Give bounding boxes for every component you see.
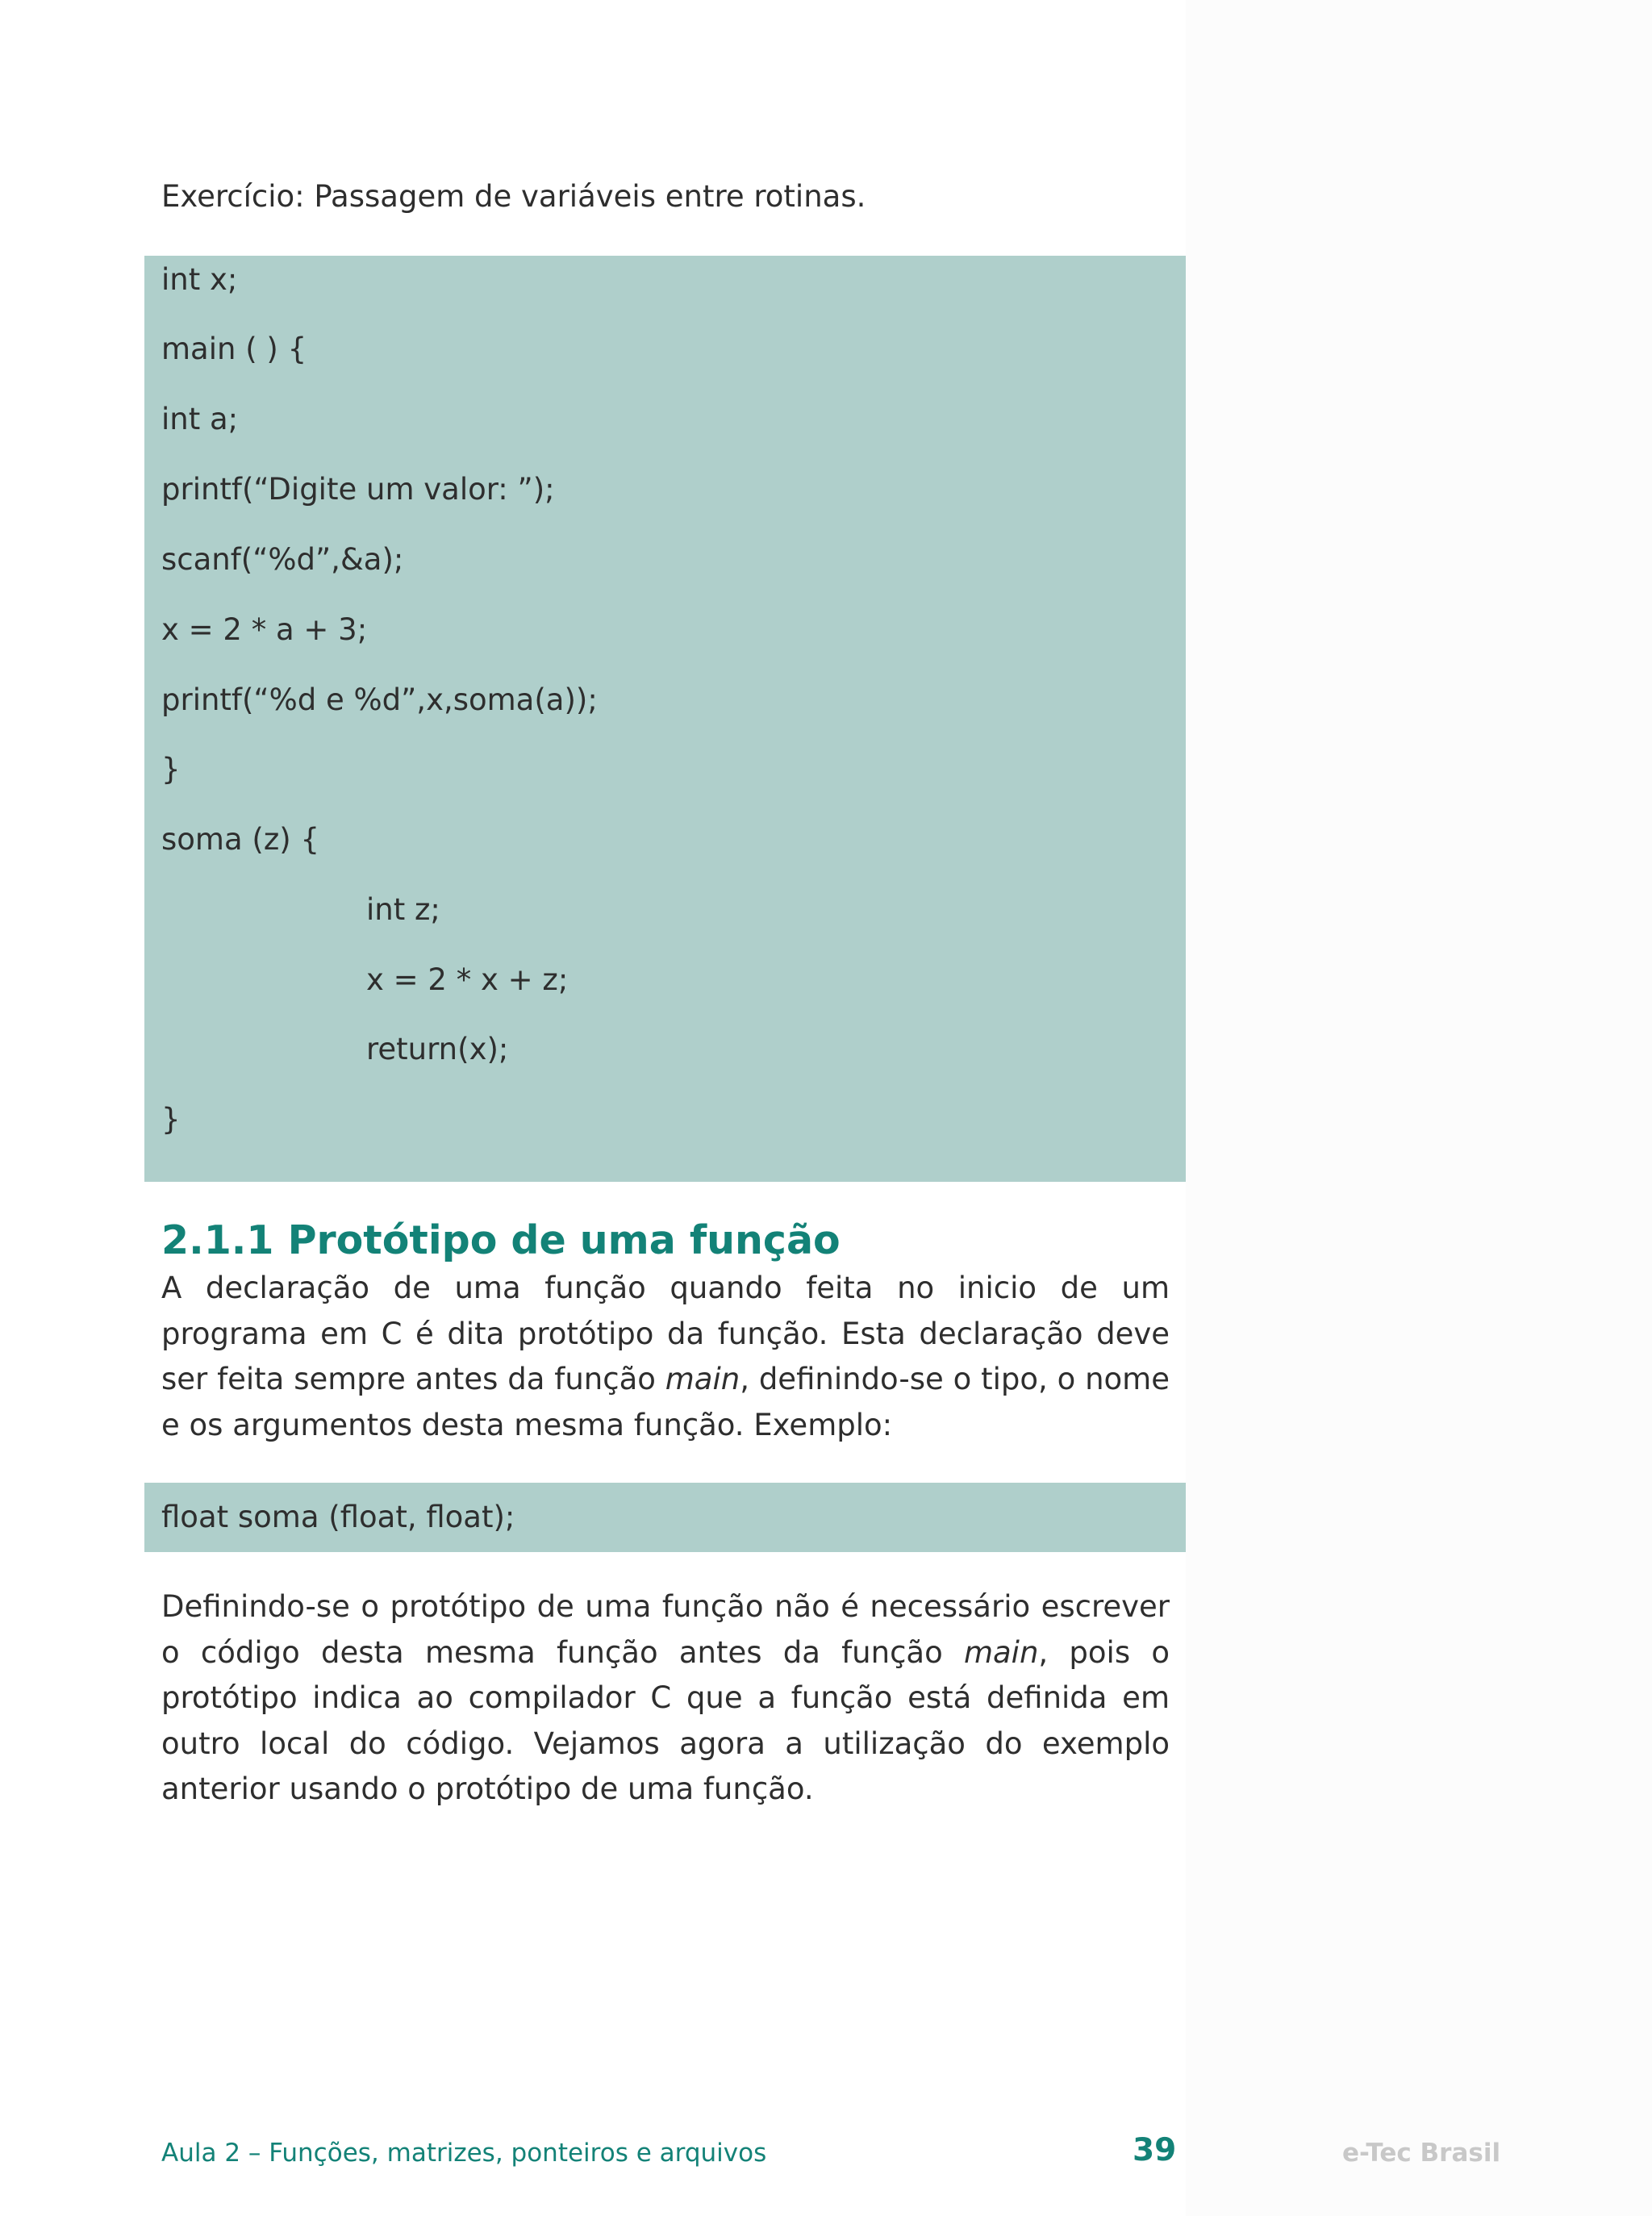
paragraph-text: , definindo-se o tipo, o nome e os argumentos desta mesma função. Exemplo: (161, 1362, 1170, 1442)
code-line: printf(“%d e %d”,x,soma(a)); (161, 682, 598, 717)
code-line: int x; (161, 262, 238, 297)
code-line: main ( ) { (161, 332, 307, 366)
code-line: scanf(“%d”,&a); (161, 542, 404, 577)
code-line: } (161, 752, 181, 787)
code-line: return(x); (366, 1032, 509, 1066)
code-line: printf(“Digite um valor: ”); (161, 472, 555, 507)
emphasis-text: main (963, 1634, 1039, 1670)
section-heading: 2.1.1 Protótipo de uma função (161, 1217, 841, 1263)
footer-chapter-title: Aula 2 – Funções, matrizes, ponteiros e arquivos (161, 2139, 767, 2168)
code-line: x = 2 * a + 3; (161, 612, 368, 647)
code-block (144, 256, 1186, 1182)
code-line: int z; (366, 892, 440, 927)
footer-brand: e-Tec Brasil (1342, 2139, 1501, 2168)
section-paragraph (161, 1266, 1170, 1448)
code-line: int a; (161, 402, 239, 436)
code-line: soma (z) { (161, 822, 319, 857)
paragraph-text: Definindo-se o protótipo de uma função não é necessário escrever o código desta mesma função antes da função (161, 1589, 1170, 1670)
code-line: } (161, 1102, 181, 1137)
paragraph-text: A declaração de uma função quando feita no inicio de um programa em C é dita protótipo da função. Esta declaração deve ser feita sempre antes da função (161, 1271, 1170, 1396)
exercise-title: Exercício: Passagem de variáveis entre rotinas. (161, 179, 866, 214)
section-paragraph (161, 1584, 1170, 1813)
code-line: x = 2 * x + z; (366, 962, 569, 997)
emphasis-text: main (665, 1362, 740, 1396)
page-margin-panel (1186, 0, 1652, 2216)
paragraph-text: , pois o protótipo indica ao compilador C que a função está definida em outro local do código. Vejamos agora a utilização do exemplo anterior usando o protótipo de uma função. (161, 1634, 1170, 1806)
page-number: 39 (1133, 2132, 1177, 2168)
prototype-code-block (144, 1483, 1186, 1552)
code-line: float soma (float, float); (161, 1500, 515, 1534)
